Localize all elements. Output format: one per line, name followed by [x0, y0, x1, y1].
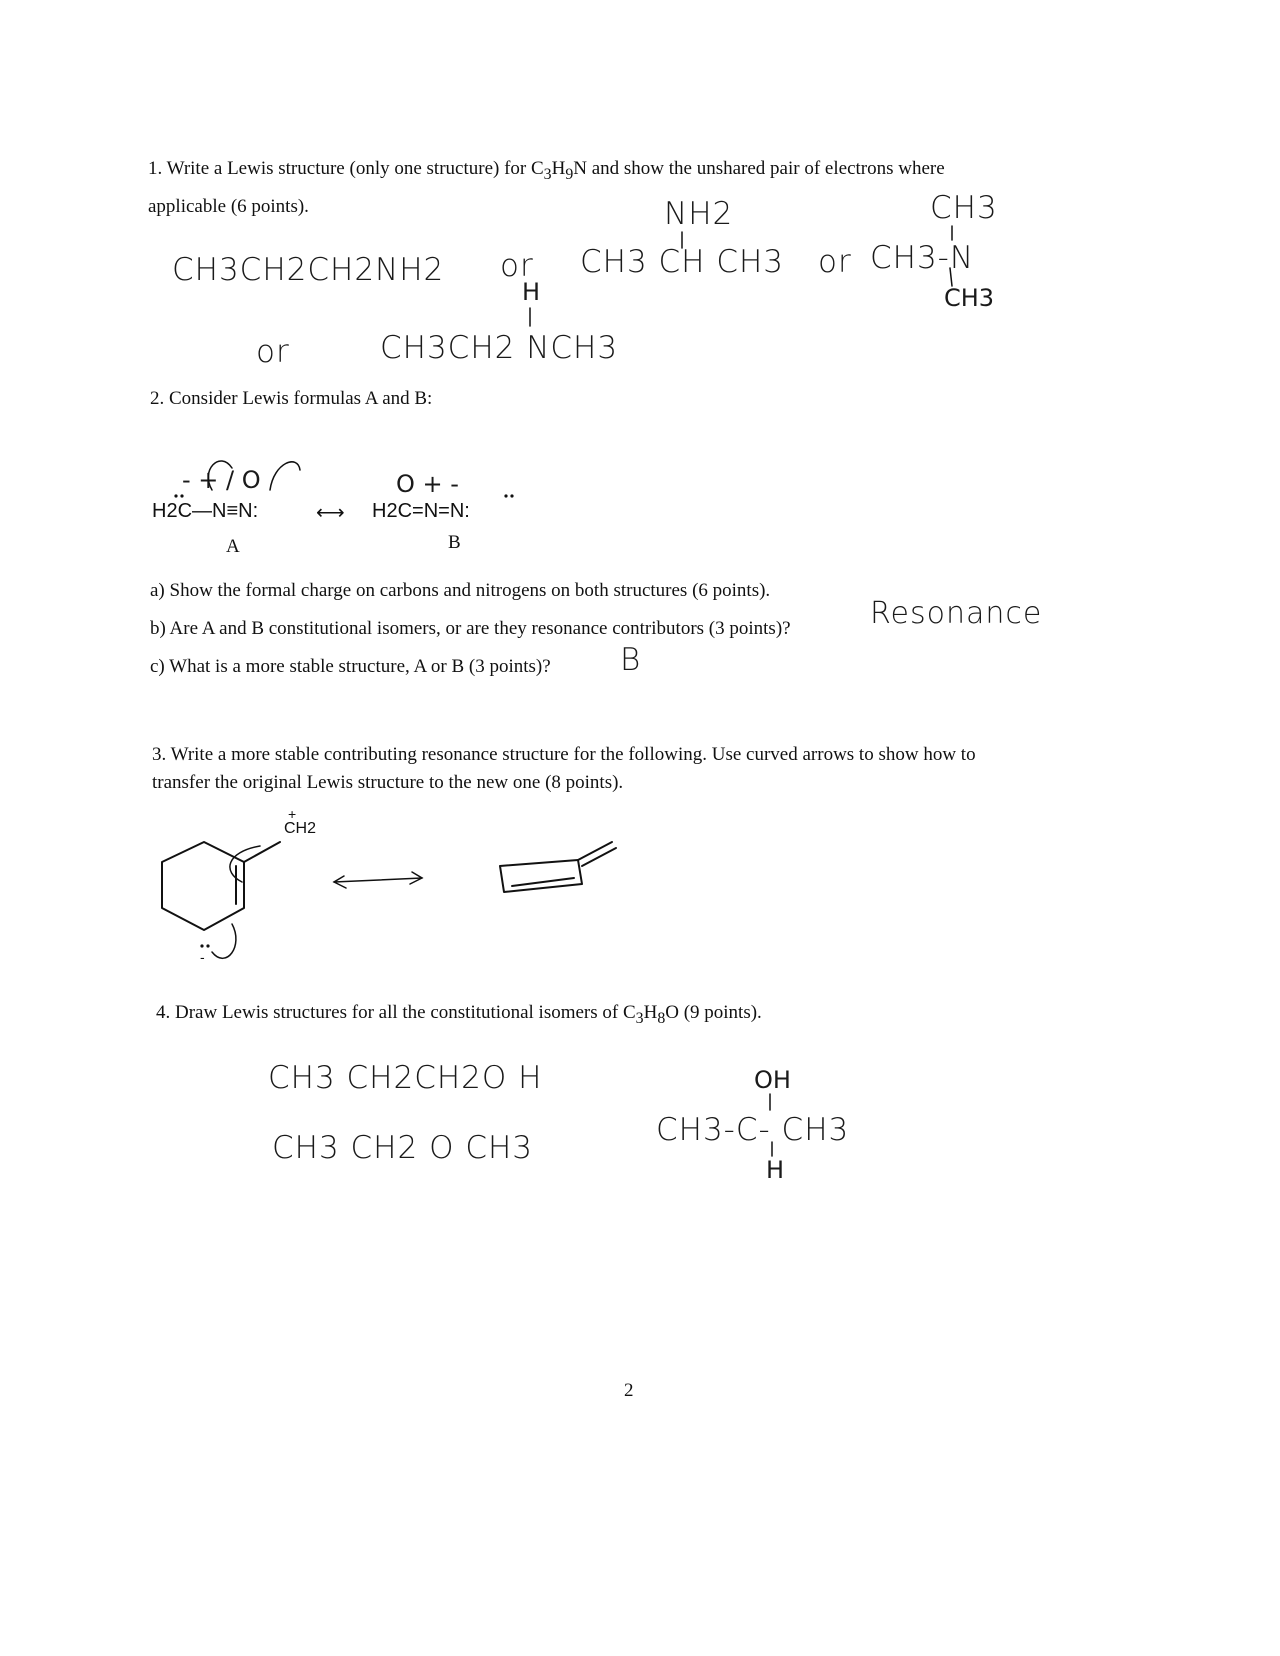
q1-answer-2-top: NH2 — [664, 196, 734, 232]
q4-isomer-3-top: OH — [754, 1066, 791, 1094]
q1-or-2: or — [818, 244, 852, 280]
q2-part-a: a) Show the formal charge on carbons and nitrogens on both structures (6 points). — [150, 580, 771, 601]
q2-structure-b-charges: O + - — [396, 470, 459, 498]
q1-or-3: or — [256, 334, 290, 370]
q4-isomer-2: CH3 CH2 O CH3 — [272, 1130, 533, 1166]
q2-label-b: B — [448, 532, 461, 553]
q3-prompt-line1: 3. Write a more stable contributing resonance structure for the following. Use curved arrows to show how to — [152, 744, 976, 765]
q2-label-a: A — [226, 536, 240, 557]
q2-structure-a-charges: - + / O — [182, 466, 261, 494]
q4-isomer-3-bottom: H — [766, 1156, 785, 1184]
q1-answer-1: CH3CH2CH2NH2 — [172, 252, 445, 288]
q1-answer-3-top: CH3 — [930, 190, 998, 226]
q3-cation-label: CH2 — [284, 820, 317, 837]
q2-structure-a: H2C—N≡N: — [152, 500, 259, 522]
page-number: 2 — [624, 1380, 634, 1401]
q4-isomer-1: CH3 CH2CH2O H — [268, 1060, 543, 1096]
q3-prompt-line2: transfer the original Lewis structure to the new one (8 points). — [152, 772, 624, 793]
q2-structure-b: H2C=N=N: — [372, 500, 470, 522]
q1-answer-3-bottom: CH3 — [944, 284, 995, 312]
q1-answer-3-main: CH3-N — [870, 240, 975, 276]
q1-prompt-line1: 1. Write a Lewis structure (only one structure) for $C_3H_9N$ and show the unshared pair of electrons where — [148, 158, 945, 183]
q2-prompt: 2. Consider Lewis formulas A and B: — [150, 388, 433, 409]
q2-part-b: b) Are A and B constitutional isomers, or are they resonance contributors (3 points)? — [150, 618, 791, 639]
q1-prompt-line2: applicable (6 points). — [148, 196, 309, 217]
q1-answer-4-top: H — [522, 278, 541, 306]
q2-part-b-answer: Resonance — [870, 596, 1043, 631]
svg-text:-: - — [200, 949, 205, 965]
resonance-arrow-icon: ⟷ — [316, 502, 345, 524]
q1-or-1: or — [500, 248, 534, 284]
q1-answer-4-main: CH3CH2 NCH3 — [380, 330, 619, 366]
q2-part-c-answer: B — [620, 642, 642, 678]
q1-answer-2-main: CH3 CH CH3 — [580, 244, 785, 280]
q4-prompt: 4. Draw Lewis structures for all the constitutional isomers of $C_3H_8O$ (9 points). — [156, 1002, 762, 1027]
q2-part-c: c) What is a more stable structure, A or B (3 points)? — [150, 656, 551, 677]
q4-isomer-3-main: CH3-C- CH3 — [656, 1112, 850, 1148]
q3-charge: + — [288, 806, 297, 822]
